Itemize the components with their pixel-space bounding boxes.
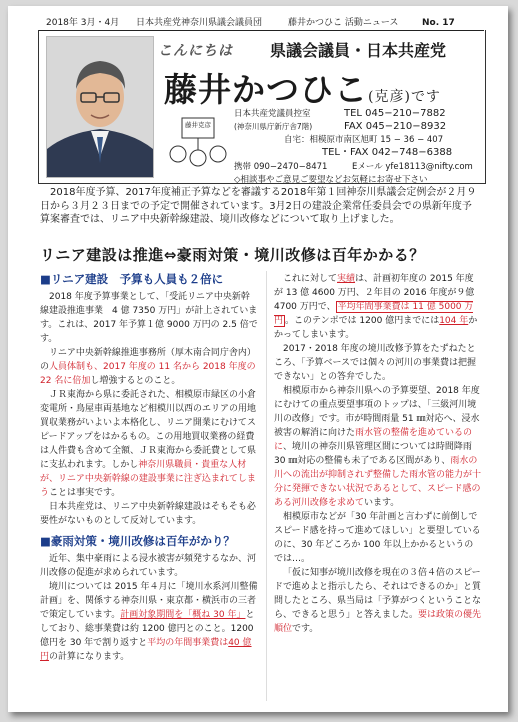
highlight-text: 平均の年間事業費は xyxy=(147,638,229,648)
paragraph: 相模原市などが「30 年計画と言わずに前倒しでスピード感を持って進めてほしい」と要望しているのに、30 年どころか 100 年以上かかるというのでは…。 xyxy=(274,512,481,564)
home-address: 自宅：相模原市南区旭町 15 − 36 − 407 xyxy=(284,135,444,145)
column-divider xyxy=(266,271,267,701)
office-label: 日本共産党議員控室 xyxy=(234,109,311,119)
text: います。 xyxy=(364,498,400,508)
highlight-text: 神奈川県職員・貴重な人材が、リニア中央新幹線の建設事業に注ぎ込まれてしまう xyxy=(40,460,256,498)
intro-paragraph: 2018年度予算、2017年度補正予算などを審議する2018年第１回神奈川県議会定例会が２月９日から３月２３日までの予定で開催されています。3月2日の建設企業常任委員会での県新年度予算案審査では、リニア中央新幹線建設、境川改修などについて取り上げました。 xyxy=(40,187,477,225)
paragraph: 近年、集中豪雨による浸水被害が頻発するなか、河川改修の促進が求められています。 xyxy=(40,554,257,578)
text: これに対して xyxy=(283,274,338,284)
highlight-text: 104 年 xyxy=(439,316,469,326)
email-address: Eメール yfe18113@nifty.com xyxy=(352,162,473,172)
mascot-sign: 藤井克彦 xyxy=(185,121,211,129)
name-main: 藤井かつひこ xyxy=(164,70,368,109)
text: の計算になります。 xyxy=(49,652,130,662)
text: 相模原市から神奈川県への予算要望、2018 年度にむけての重点要望事項のトップは、「三級河川境川の改修」です。市が時間雨量 51 ㎜対応へ、浸水被害の解消に向けた xyxy=(274,386,480,438)
highlight-text: 計画対象期間を「概ね 30 年」 xyxy=(120,610,246,620)
home-telfax: TEL・FAX 042−748−6388 xyxy=(322,147,453,158)
text: し増強するとのこと。 xyxy=(90,376,181,386)
role-title: 県議会議員・日本共産党 xyxy=(270,41,447,60)
text: 境川については 2015 年４月に「境川水系河川整備計画」を、関係する神奈川県・東京都・横浜市の三者で策定しています。 xyxy=(40,582,258,620)
paragraph xyxy=(274,566,482,636)
paragraph xyxy=(274,272,482,342)
mascot-illustration xyxy=(168,114,228,172)
candidate-name xyxy=(164,64,441,111)
text: です。 xyxy=(292,624,319,634)
text: 。このテンポでは 1200 億円までには xyxy=(285,316,440,326)
text: 、境川の神奈川県管理区間については時間降雨 30 ㎜対応の整備も未了である区間があり、 xyxy=(274,442,472,466)
paragraph xyxy=(40,346,258,388)
section-heading-flood: ■豪雨対策・境川改修は百年がかり？ xyxy=(40,534,235,548)
contact-note: ◇相談事やご意見ご要望などお気軽にお寄せ下さい xyxy=(234,175,428,185)
section-heading-linear: ■リニア建設 予算も人員も２倍に xyxy=(40,272,224,286)
highlight-text: 人員体制も、2017 年度の 11 名から 2018 年度の 22 名に倍加 xyxy=(40,362,256,386)
highlight-text: 雨水の川への流出が抑制されず整備した雨水管の能力が十分に発揮できない状況であるとして、スピード感のある河川改修を求めて xyxy=(274,456,482,508)
text: ＪＲ東海から県に委託された、相模原市緑区の小倉変電所・鳥屋車両基地など相模川以西のエリアの用地買収業務がいよいよ本格化し、リニア開業にむけてスピードアップをはかるもの。この用地買収業務の経費は人件費も含めて全額、ＪＲ東海から委託費として県に支払われます。しかし xyxy=(40,390,257,470)
issue-number: No. 17 xyxy=(422,18,455,28)
text: リニア中央新幹線推進事務所（厚木南合同庁舎内）の xyxy=(40,348,256,372)
text: 「仮に知事が境川改修を現在の３倍４倍のスピードで進めよと指示したら、それはできるのか」と質問したところ、県当局は「予算がつくということなら、できると思う」と答えました。 xyxy=(274,568,482,620)
greeting: こんにちは xyxy=(158,43,233,59)
paragraph xyxy=(274,384,482,510)
office-fax: FAX 045−210−8932 xyxy=(344,121,447,132)
newsletter-page xyxy=(8,6,508,712)
portrait-photo xyxy=(46,36,154,178)
mobile-number: 携帯 090−2470−8471 xyxy=(234,162,328,172)
publisher: 日本共産党神奈川県議会議員団 xyxy=(136,18,263,28)
main-headline: リニア建設は推進⇔豪雨対策・境川改修は百年かかる？ xyxy=(40,246,425,264)
text: かかってしまいます。 xyxy=(274,316,478,340)
office-address: (神奈川県庁新庁舎7階) xyxy=(234,122,313,131)
right-column xyxy=(274,272,482,636)
masthead-bar xyxy=(38,16,484,31)
paragraph: 日本共産党は、リニア中央新幹線建設はそもそも必要性がないものとして反対しています。 xyxy=(40,502,256,526)
text: としており、総事業費は約 1200 億円とのこと。1200 億円を 30 年で割り返すと xyxy=(40,610,255,648)
office-tel: TEL 045−210−7882 xyxy=(344,108,446,119)
highlight-text: 雨水管の整備を進めているのに xyxy=(274,428,473,452)
issue-date: 2018年 3月・4月 xyxy=(46,18,120,28)
text: は、計画初年度の 2015 年度が 13 億 4600 万円、２年目の 2016 年度が９億 4700 万円で、 xyxy=(274,274,475,312)
left-column xyxy=(40,272,258,664)
highlight-text: 40 億円 xyxy=(40,638,252,662)
text: ことは事実です。 xyxy=(49,488,121,498)
paragraph: 2017・2018 年度の境川改修予算をたずねたところ、「予算ベースでは個々の河川の事業費は把握できない」との答弁でした。 xyxy=(274,344,477,382)
name-kanji: (克彦) xyxy=(368,89,411,105)
highlight-text: 要は政策の優先順位 xyxy=(274,610,482,634)
highlight-text: 実績 xyxy=(337,274,356,284)
paragraph xyxy=(40,580,258,664)
highlight-text: 平均年間事業費は 11 億 5000 万円 xyxy=(274,302,474,326)
paragraph xyxy=(40,388,258,500)
name-suffix: です xyxy=(410,89,441,105)
paragraph: 2018 年度予算事業として、「受託リニア中央新幹線建設推進事業 4 億 7350 万円」が計上されています。これは、2017 年予算１億 9000 万円の 2.5 倍です。 xyxy=(40,292,258,344)
newsletter-title: 藤井かつひこ 活動ニュース xyxy=(288,18,399,28)
